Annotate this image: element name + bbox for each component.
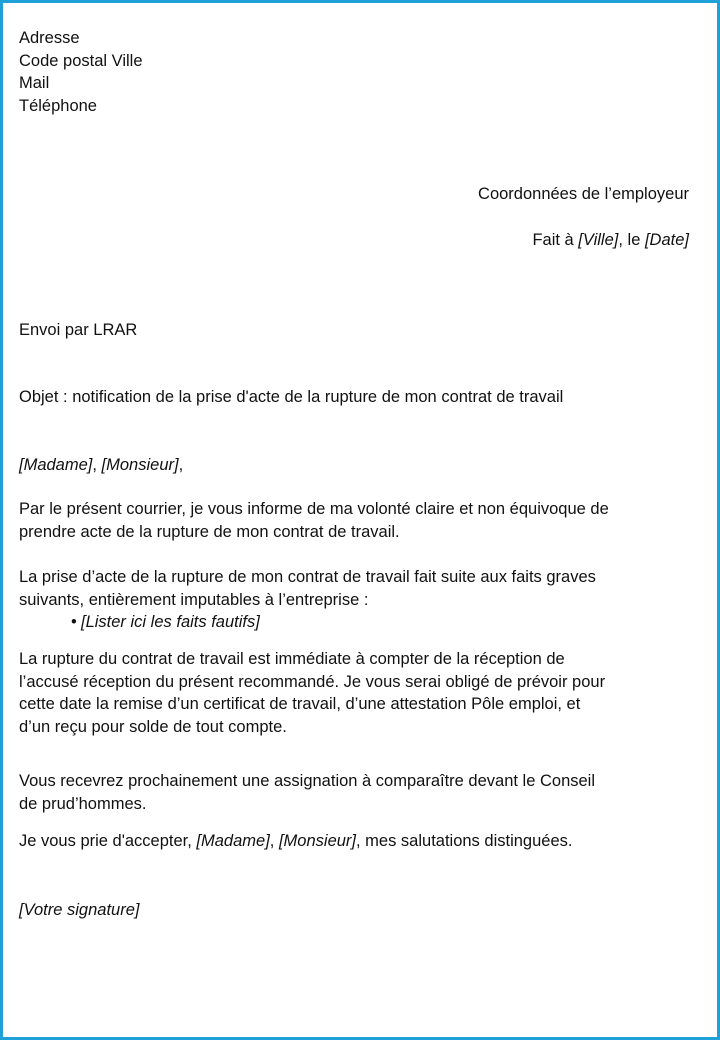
- paragraph-grounds: [19, 566, 689, 634]
- salutation: [19, 454, 689, 477]
- paragraph-line: prendre acte de la rupture de mon contrat de travail.: [19, 522, 400, 541]
- paragraph-line: Par le présent courrier, je vous informe de ma volonté claire et non équivoque de: [19, 500, 609, 518]
- salutation-line: [19, 454, 689, 477]
- sender-phone: Téléphone: [19, 96, 97, 115]
- paragraph-immediate-termination: [19, 648, 689, 738]
- sender-address: Adresse: [19, 29, 80, 47]
- paragraph-line: de prud’hommes.: [19, 794, 147, 813]
- subject-line: [19, 386, 689, 409]
- closing-madame: [Madame]: [196, 832, 270, 850]
- closing-comma: ,: [269, 832, 279, 850]
- salutation-monsieur: [Monsieur]: [101, 456, 179, 474]
- closing-monsieur: [Monsieur]: [278, 832, 356, 850]
- closing-suffix: , mes salutations distinguées.: [356, 832, 573, 850]
- closing-prefix: Je vous prie d'accepter,: [19, 832, 197, 850]
- paragraph-intent: [19, 498, 689, 543]
- place-date-line: [19, 229, 689, 252]
- place-date-separator: , le: [618, 231, 645, 249]
- paragraph-line: Vous recevrez prochainement une assignation à comparaître devant le Conseil: [19, 772, 596, 790]
- paragraph-line: cette date la remise d’un certificat de travail, d’une attestation Pôle emploi, et: [19, 695, 581, 713]
- bullet-item: [19, 611, 689, 634]
- paragraph-assignation: [19, 770, 689, 815]
- place-date-date: [Date]: [644, 231, 689, 249]
- sender-block: [19, 27, 689, 117]
- paragraph-line: l’accusé réception du présent recommandé. Je vous serai obligé de prévoir pour: [19, 672, 606, 691]
- signature: [19, 899, 689, 922]
- bullet-item-text: [Lister ici les faits fautifs]: [81, 613, 260, 631]
- paragraph-line: La prise d’acte de la rupture de mon contrat de travail fait suite aux faits graves: [19, 568, 596, 586]
- sending-method-text: Envoi par LRAR: [19, 321, 138, 339]
- sender-mail: Mail: [19, 74, 50, 92]
- paragraph-line: La rupture du contrat de travail est immédiate à compter de la réception de: [19, 650, 565, 668]
- salutation-madame: [Madame]: [19, 456, 93, 474]
- place-date-prefix: Fait à: [532, 231, 579, 249]
- employer-coordinates-text: Coordonnées de l’employeur: [478, 185, 689, 203]
- paragraph-line: d’un reçu pour solde de tout compte.: [19, 717, 287, 736]
- subject-text: Objet : notification de la prise d'acte de la rupture de mon contrat de travail: [19, 388, 564, 406]
- place-date-city: [Ville]: [578, 231, 619, 249]
- bullet-dot: •: [71, 613, 77, 631]
- employer-coordinates: [19, 183, 689, 206]
- signature-text: [Votre signature]: [19, 901, 140, 919]
- closing-line: [19, 830, 689, 853]
- sender-postal-city: Code postal Ville: [19, 51, 143, 70]
- salutation-end: ,: [178, 456, 184, 474]
- sending-method: [19, 319, 689, 342]
- closing: [19, 830, 689, 853]
- salutation-comma: ,: [92, 456, 102, 474]
- place-date: [19, 229, 689, 252]
- paragraph-line: suivants, entièrement imputables à l’entreprise :: [19, 590, 369, 609]
